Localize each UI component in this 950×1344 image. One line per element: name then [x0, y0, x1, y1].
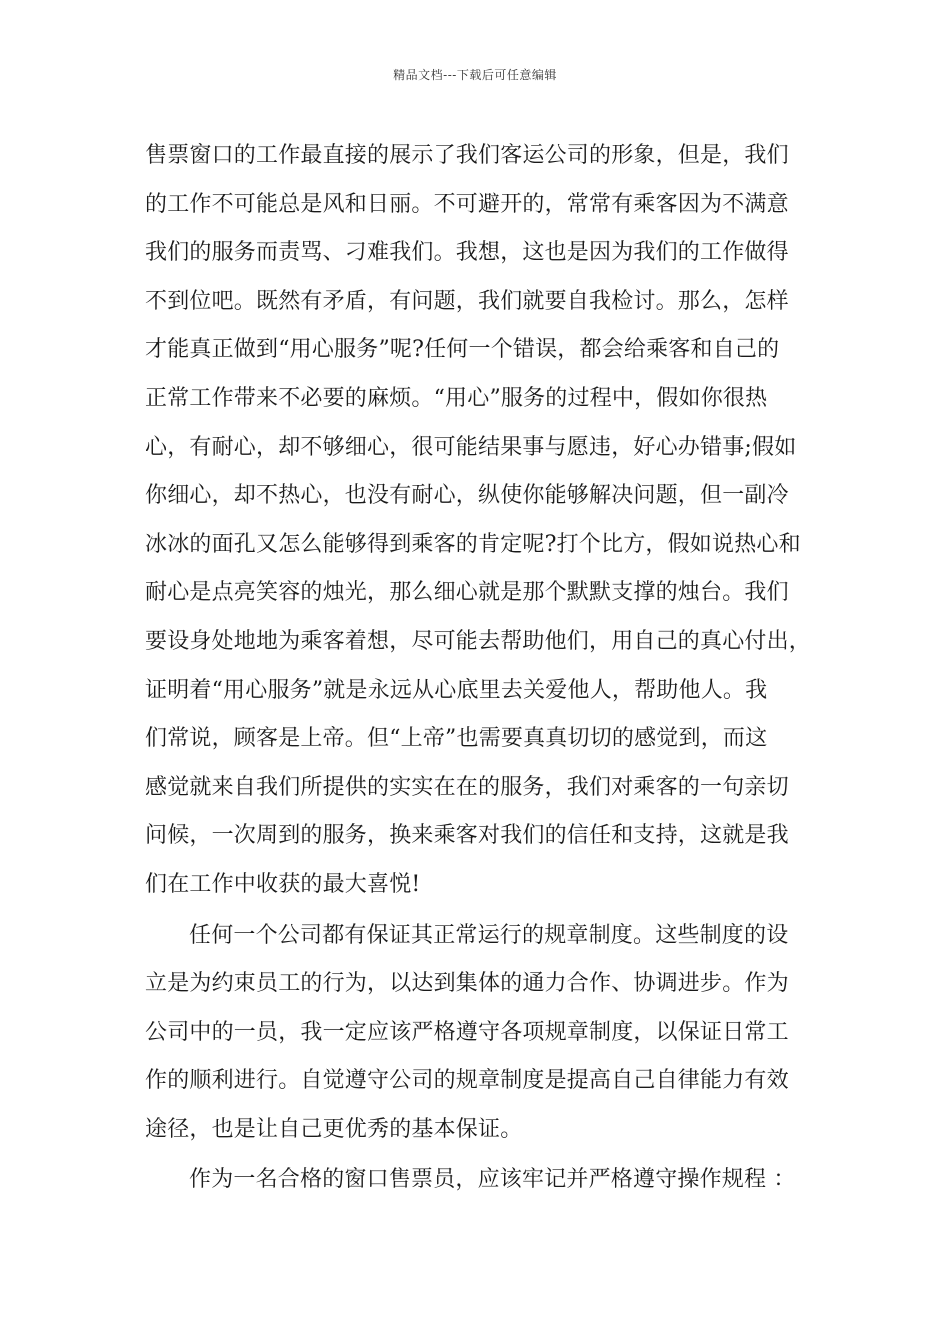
text-line: 公司中的一员，我一定应该严格遵守各项规章制度，以保证日常工 [145, 1019, 789, 1045]
text-line: 心，有耐心，却不够细心，很可能结果事与愿违，好心办错事;假如 [145, 434, 797, 460]
text-line: 正常工作带来不必要的麻烦。“用心”服务的过程中，假如你很热 [145, 385, 768, 411]
text-line: 要设身处地地为乘客着想，尽可能去帮助他们，用自己的真心付出， [145, 628, 812, 654]
paragraph [145, 132, 825, 910]
text-line: 才能真正做到“用心服务”呢?任何一个错误，都会给乘客和自己的 [145, 337, 780, 363]
text-line: 耐心是点亮笑容的烛光，那么细心就是那个默默支撑的烛台。我们 [145, 580, 789, 606]
text-line: 我们的服务而责骂、刁难我们。我想，这也是因为我们的工作做得 [145, 240, 789, 266]
text-line: 不到位吧。既然有矛盾，有问题，我们就要自我检讨。那么，怎样 [145, 288, 789, 314]
text-line: 你细心，却不热心，也没有耐心，纵使你能够解决问题，但一副冷 [145, 483, 789, 509]
text-line: 售票窗口的工作最直接的展示了我们客运公司的形象，但是，我们 [145, 143, 789, 168]
text-line: 的工作不可能总是风和日丽。不可避开的，常常有乘客因为不满意 [145, 191, 789, 217]
text-line: 们常说，顾客是上帝。但“上帝”也需要真真切切的感觉到，而这 [145, 726, 768, 752]
text-line: 证明着“用心服务”就是永远从心底里去关爱他人，帮助他人。我 [145, 677, 768, 703]
paragraph [145, 1156, 825, 1205]
text-line: 作为一名合格的窗口售票员，应该牢记并严格遵守操作规程 ： [189, 1167, 796, 1193]
text-line: 作的顺利进行。自觉遵守公司的规章制度是提高自己自律能力有效 [145, 1068, 789, 1094]
text-line: 途径，也是让自己更优秀的基本保证。 [145, 1116, 523, 1142]
text-line: 们在工作中收获的最大喜悦! [145, 871, 421, 897]
text-line: 感觉就来自我们所提供的实实在在的服务，我们对乘客的一句亲切 [145, 774, 789, 800]
text-line: 立是为约束员工的行为，以达到集体的通力合作、协调进步。作为 [145, 971, 789, 997]
text-line: 问候，一次周到的服务，换来乘客对我们的信任和支持，这就是我 [145, 823, 789, 849]
text-line: 任何一个公司都有保证其正常运行的规章制度。这些制度的设 [189, 922, 789, 948]
paragraph [145, 912, 825, 1155]
text-line: 冰冰的面孔又怎么能够得到乘客的肯定呢?打个比方，假如说热心和 [145, 531, 801, 557]
document-body [145, 132, 825, 1205]
page-header: 精品文档---下载后可任意编辑 [393, 68, 557, 82]
